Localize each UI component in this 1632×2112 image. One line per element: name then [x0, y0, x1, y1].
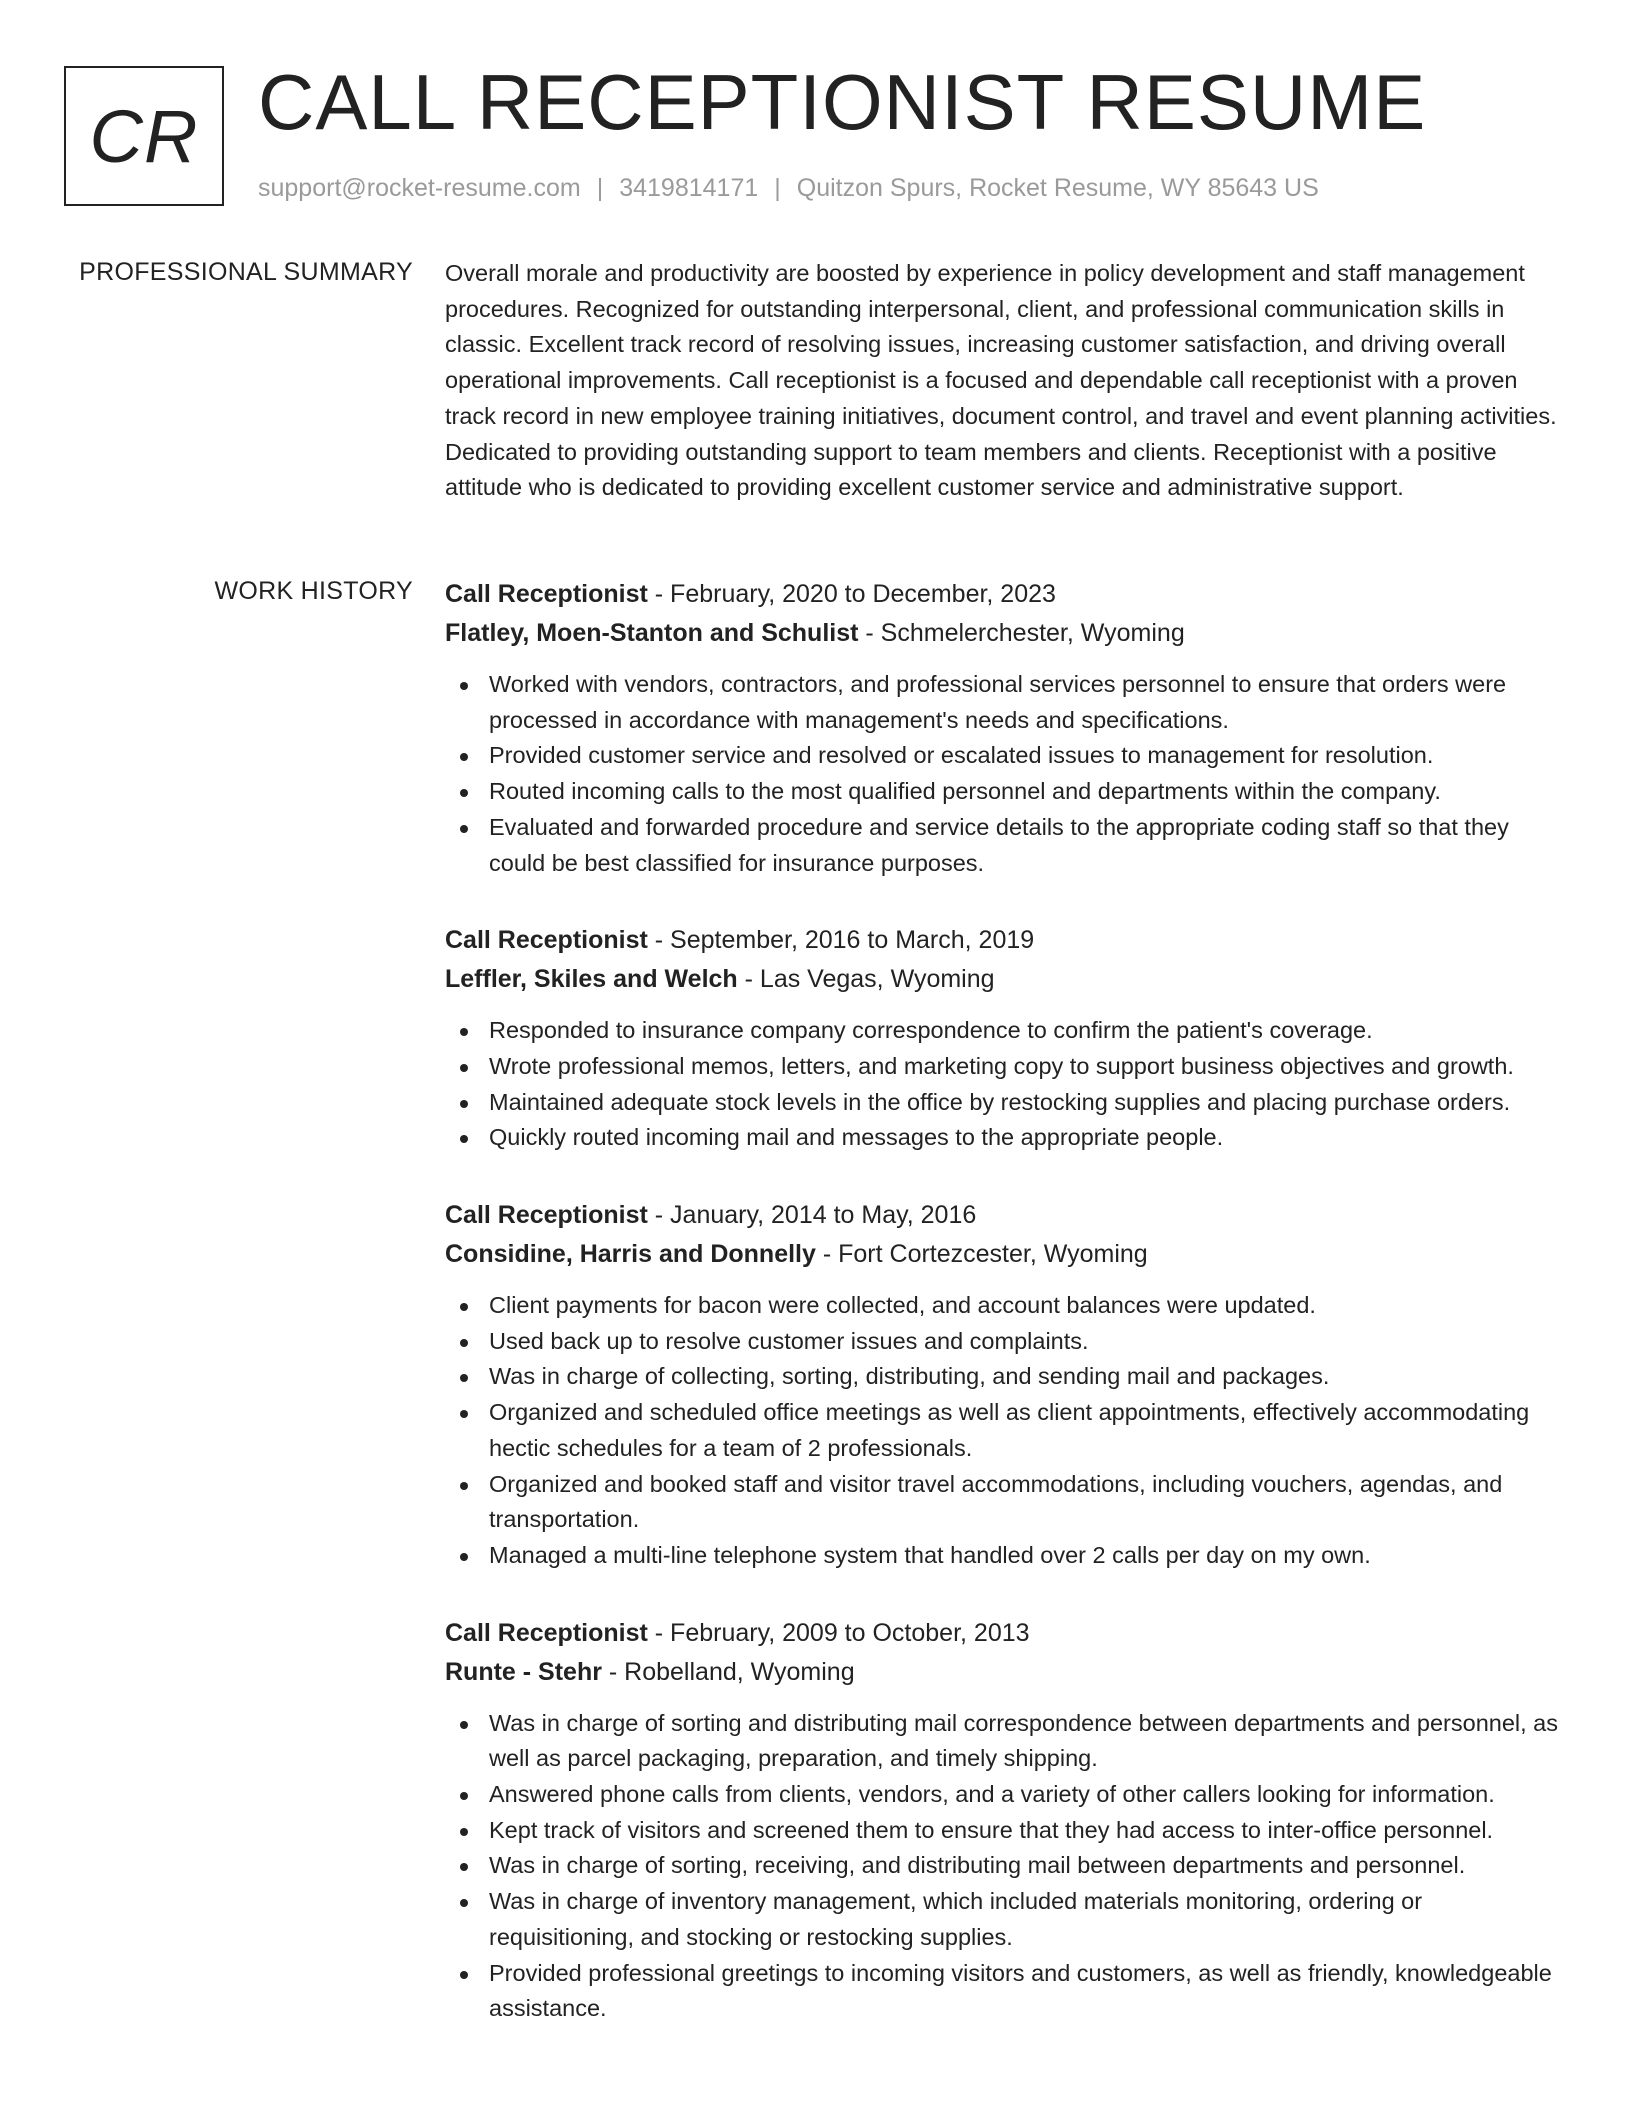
job-location: - Las Vegas, Wyoming [737, 965, 995, 994]
bullet-dot-icon [460, 1028, 468, 1036]
job-bullet [445, 667, 1560, 738]
job-title: Call Receptionist [445, 1618, 648, 1647]
bullet-dot-icon [460, 1828, 468, 1836]
job-bullet [445, 1706, 1560, 1777]
job-company-line [445, 614, 1560, 653]
job-entry [445, 1196, 1560, 1574]
job-bullet [445, 1777, 1560, 1813]
job-bullet-text: Was in charge of sorting, receiving, and distributing mail between departments and personnel. [489, 1852, 1466, 1879]
job-dates: - January, 2014 to May, 2016 [647, 1201, 977, 1230]
job-dates: - February, 2009 to October, 2013 [647, 1618, 1030, 1647]
job-bullet-text: Responded to insurance company correspondence to confirm the patient's coverage. [489, 1017, 1373, 1044]
resume-title: CALL RECEPTIONIST RESUME [258, 58, 1427, 146]
contact-address: Quitzon Spurs, Rocket Resume, WY 85643 US [796, 174, 1319, 202]
bullet-dot-icon [460, 753, 468, 761]
job-bullet-text: Wrote professional memos, letters, and marketing copy to support business objectives and growth. [489, 1052, 1514, 1079]
job-bullet [445, 1538, 1560, 1574]
job-bullet [445, 1813, 1560, 1849]
job-entry [445, 1614, 1560, 2027]
job-bullet [445, 774, 1560, 810]
bullet-dot-icon [460, 1339, 468, 1347]
job-title-line [445, 1614, 1560, 1653]
contact-line [258, 172, 1319, 205]
bullet-dot-icon [460, 1410, 468, 1418]
job-title: Call Receptionist [445, 1201, 648, 1230]
job-entry [445, 575, 1560, 881]
job-bullet [445, 1395, 1560, 1466]
job-company: Considine, Harris and Donnelly [445, 1240, 816, 1269]
job-bullet-text: Was in charge of inventory management, which included materials monitoring, ordering or requisitioning, and stocking or restocking supplies. [489, 1888, 1423, 1950]
job-bullet-text: Routed incoming calls to the most qualified personnel and departments within the company. [489, 778, 1441, 805]
job-bullet-text: Organized and scheduled office meetings as well as client appointments, effectively accommodating hectic schedules for a team of 2 professionals. [489, 1399, 1530, 1461]
bullet-dot-icon [460, 1792, 468, 1800]
job-dates: - February, 2020 to December, 2023 [647, 580, 1056, 608]
job-company-line [445, 960, 1560, 999]
bullet-dot-icon [460, 1863, 468, 1871]
job-bullet-text: Provided professional greetings to incoming visitors and customers, as well as friendly, knowledgeable assistance. [489, 1959, 1552, 2022]
work-history-heading: WORK HISTORY [214, 577, 413, 605]
job-bullet-text: Client payments for bacon were collected, and account balances were updated. [489, 1292, 1316, 1319]
bullet-dot-icon [460, 1971, 468, 1979]
job-bullet-text: Evaluated and forwarded procedure and service details to the appropriate coding staff so that they could be best classified for insurance purposes. [489, 813, 1509, 876]
bullet-dot-icon [460, 1135, 468, 1143]
job-dates: - September, 2016 to March, 2019 [647, 926, 1035, 955]
bullet-dot-icon [460, 1100, 468, 1108]
job-bullet [445, 738, 1560, 774]
job-title: Call Receptionist [445, 926, 648, 955]
bullet-dot-icon [460, 825, 468, 833]
job-bullet-text: Maintained adequate stock levels in the office by restocking supplies and placing purchase orders. [489, 1088, 1511, 1115]
bullet-dot-icon [460, 1064, 468, 1072]
bullet-dot-icon [460, 1553, 468, 1561]
job-bullet-text: Managed a multi-line telephone system that handled over 2 calls per day on my own. [489, 1541, 1371, 1568]
job-company-line [445, 1653, 1560, 1692]
job-company: Runte - Stehr [445, 1657, 602, 1686]
job-bullet [445, 1049, 1560, 1085]
job-bullet [445, 1848, 1560, 1884]
job-bullet [445, 1467, 1560, 1538]
job-bullet-text: Was in charge of collecting, sorting, distributing, and sending mail and packages. [489, 1363, 1330, 1390]
job-bullet [445, 1956, 1560, 2027]
job-bullet-list [445, 1706, 1560, 2027]
bullet-dot-icon [460, 1482, 468, 1490]
job-company: Leffler, Skiles and Welch [445, 965, 738, 994]
bullet-dot-icon [460, 1721, 468, 1729]
bullet-dot-icon [460, 1374, 468, 1382]
job-bullet [445, 1884, 1560, 1955]
job-bullet [445, 1288, 1560, 1324]
bullet-dot-icon [460, 682, 468, 690]
job-bullet [445, 1359, 1560, 1395]
contact-phone: 3419814171 [619, 174, 759, 202]
job-bullet [445, 1085, 1560, 1121]
job-bullet [445, 1120, 1560, 1156]
job-bullet-text: Was in charge of sorting and distributing mail correspondence between departments and personnel, as well as parcel packaging, preparation, and timely shipping. [489, 1709, 1558, 1772]
job-bullet-text: Kept track of visitors and screened them to ensure that they had access to inter-office personnel. [489, 1816, 1494, 1843]
monogram-badge: CR [64, 66, 224, 206]
job-bullet-text: Worked with vendors, contractors, and professional services personnel to ensure that orders were processed in accordance with management's needs and specifications. [489, 671, 1507, 733]
bullet-dot-icon [460, 789, 468, 797]
job-company: Flatley, Moen-Stanton and Schulist [445, 619, 859, 647]
job-company-line [445, 1235, 1560, 1274]
contact-separator: | [596, 174, 604, 202]
job-bullet-text: Used back up to resolve customer issues and complaints. [489, 1327, 1089, 1354]
job-title-line [445, 575, 1560, 614]
job-entry [445, 921, 1560, 1156]
job-location: - Fort Cortezcester, Wyoming [815, 1240, 1148, 1269]
job-bullet [445, 810, 1560, 881]
contact-separator: | [774, 174, 781, 202]
job-bullet-text: Answered phone calls from clients, vendors, and a variety of other callers looking for information. [489, 1781, 1495, 1808]
job-location: - Robelland, Wyoming [601, 1657, 855, 1686]
job-bullet [445, 1324, 1560, 1360]
job-bullet-list [445, 1288, 1560, 1574]
summary-text: Overall morale and productivity are boosted by experience in policy development and staff management procedures. Recognized for outstanding interpersonal, client, and professional communication skills in classic. Excellent track record of resolving issues, increasing customer satisfaction, and driving overall operational improvements. Call receptionist is a focused and dependable call receptionist with a proven track record in new employee training initiatives, document control, and travel and event planning activities. Dedicated to providing outstanding support to team members and clients. Receptionist with a positive attitude who is dedicated to providing excellent customer service and administrative support. [445, 260, 1557, 501]
summary-heading: PROFESSIONAL SUMMARY [79, 258, 413, 286]
bullet-dot-icon [460, 1899, 468, 1907]
job-bullet [445, 1013, 1560, 1049]
job-title-line [445, 1196, 1560, 1235]
bullet-dot-icon [460, 1303, 468, 1311]
job-title-line [445, 921, 1560, 960]
job-bullet-text: Quickly routed incoming mail and messages to the appropriate people. [489, 1124, 1224, 1151]
job-bullet-text: Provided customer service and resolved or escalated issues to management for resolution. [489, 742, 1434, 769]
contact-email: support@rocket-resume.com [258, 174, 581, 202]
job-bullet-text: Organized and booked staff and visitor travel accommodations, including vouchers, agendas, and transportation. [489, 1470, 1503, 1533]
job-title: Call Receptionist [445, 580, 648, 608]
job-location: - Schmelerchester, Wyoming [858, 619, 1185, 647]
work-history-body [445, 575, 1560, 2027]
job-bullet-list [445, 667, 1560, 881]
summary-body [445, 256, 1560, 506]
job-bullet-list [445, 1013, 1560, 1156]
